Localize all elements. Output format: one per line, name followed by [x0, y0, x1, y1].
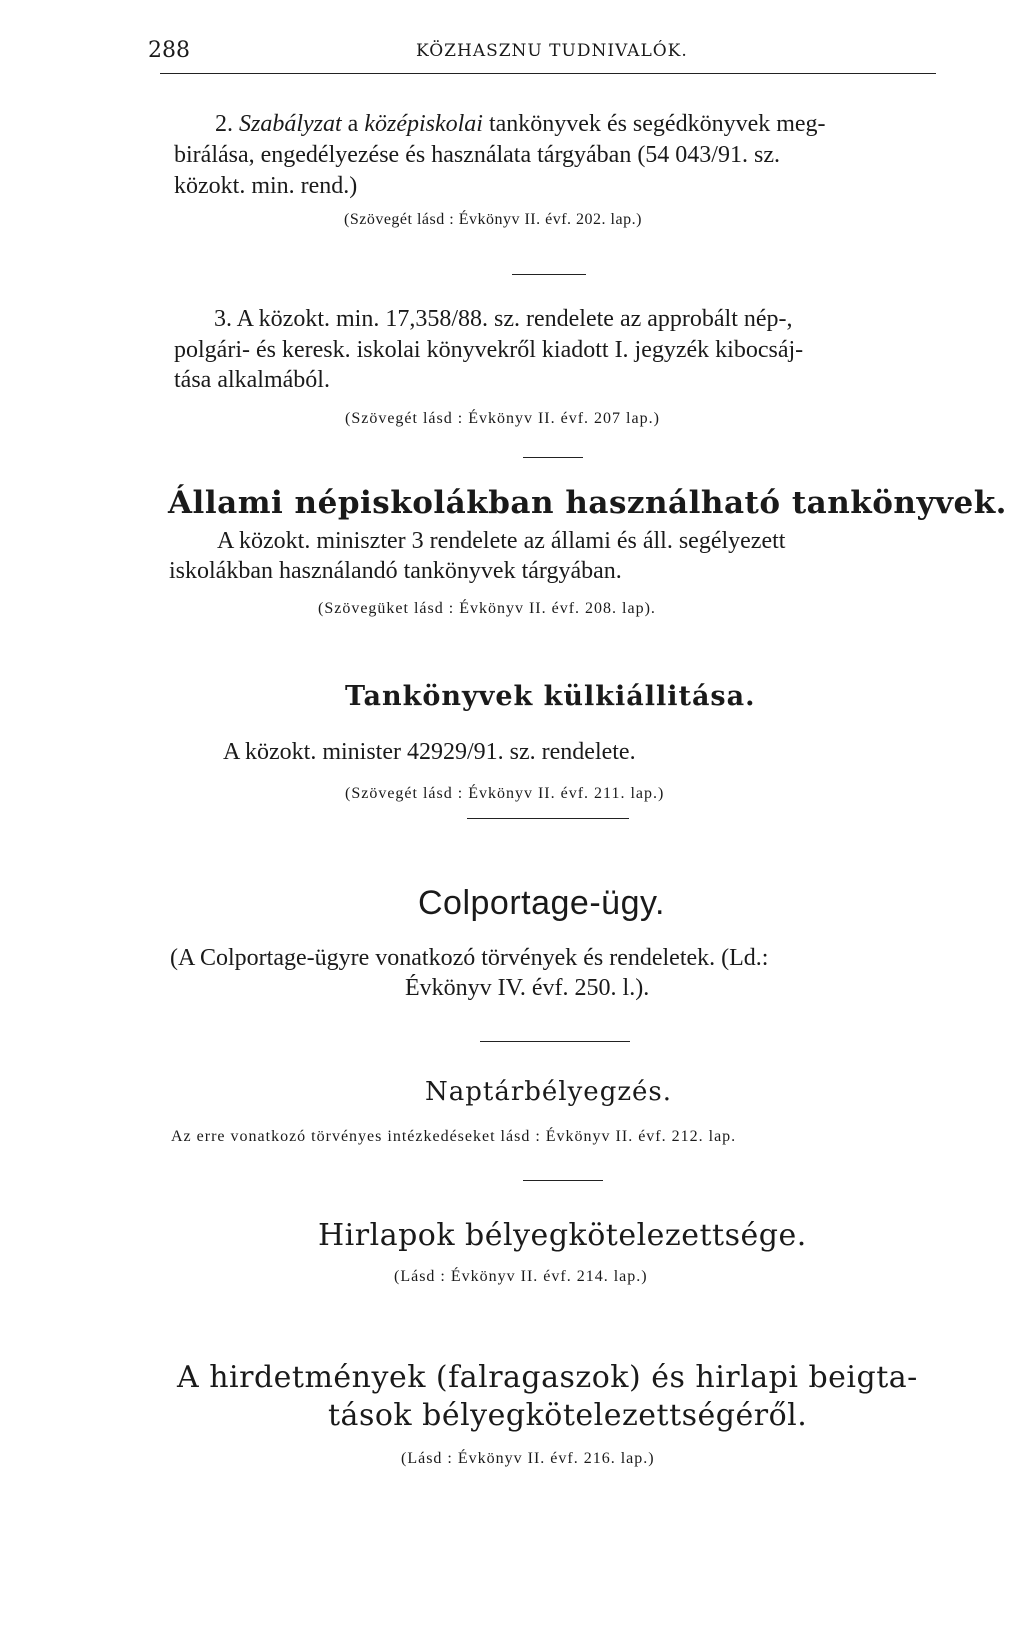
- item2-italic-title: Szabályzat: [239, 111, 342, 137]
- state-schools-reference: (Szövegüket lásd : Évkönyv II. évf. 208. lap).: [318, 600, 656, 617]
- item3-reference: (Szövegét lásd : Évkönyv II. évf. 207 lap.): [345, 410, 660, 427]
- colportage-line1: (A Colportage-ügyre vonatkozó törvények és rendeletek. (Ld.:: [170, 945, 769, 971]
- item3-line3: tása alkalmából.: [174, 367, 330, 393]
- item2-line1-rest: tankönyvek és segédkönyvek meg-: [488, 111, 826, 137]
- section-heading-colportage: Colportage-ügy.: [418, 884, 665, 922]
- section-heading-state-schools: Állami népiskolákban használható tankönyvek.: [168, 485, 1007, 521]
- page-number: 288: [148, 38, 190, 63]
- item2-line3: közokt. min. rend.): [174, 173, 358, 199]
- textbook-exhibition-line1: A közokt. minister 42929/91. sz. rendelete.: [223, 739, 636, 765]
- state-schools-line1: A közokt. miniszter 3 rendelete az állami és áll. segélyezett: [217, 528, 786, 554]
- section-heading-textbook-exhibition: Tankönyvek külkiállitása.: [345, 681, 756, 712]
- item2-article: a: [347, 111, 359, 137]
- separator-rule: [512, 274, 586, 275]
- state-schools-line2: iskolákban használandó tankönyvek tárgyában.: [169, 558, 622, 584]
- section-heading-advertisements-line1: A hirdetmények (falragaszok) és hirlapi beigta-: [177, 1360, 918, 1395]
- section-heading-advertisements-line2: tások bélyegkötelezettségéről.: [328, 1398, 808, 1433]
- separator-rule: [523, 1180, 603, 1181]
- item3-line1: 3. A közokt. min. 17,358/88. sz. rendelete az approbált nép-,: [214, 306, 793, 332]
- item2-italic-secondary: középiskolai: [364, 111, 483, 137]
- item2-reference: (Szövegét lásd : Évkönyv II. évf. 202. lap.): [344, 211, 642, 228]
- header-rule: [160, 73, 936, 74]
- running-title: KÖZHASZNU TUDNIVALÓK.: [416, 41, 688, 61]
- section-heading-newspaper-stamp: Hirlapok bélyegkötelezettsége.: [318, 1218, 807, 1253]
- textbook-exhibition-reference: (Szövegét lásd : Évkönyv II. évf. 211. lap.): [345, 785, 665, 802]
- advertisements-reference: (Lásd : Évkönyv II. évf. 216. lap.): [401, 1450, 655, 1467]
- item2-line2: birálása, engedélyezése és használata tárgyában (54 043/91. sz.: [174, 142, 780, 168]
- item2-line1: [215, 111, 826, 138]
- separator-rule: [480, 1041, 630, 1042]
- separator-rule: [467, 818, 629, 819]
- separator-rule: [523, 457, 583, 458]
- calendar-stamp-line1: Az erre vonatkozó törvényes intézkedéseket lásd : Évkönyv II. évf. 212. lap.: [171, 1128, 737, 1145]
- item3-line2: polgári- és keresk. iskolai könyvekről kiadott I. jegyzék kibocsáj-: [174, 337, 804, 363]
- section-heading-calendar-stamp: Naptárbélyegzés.: [425, 1077, 673, 1107]
- colportage-line2: Évkönyv IV. évf. 250. l.).: [405, 975, 650, 1001]
- newspaper-stamp-reference: (Lásd : Évkönyv II. évf. 214. lap.): [394, 1268, 648, 1285]
- item2-number: 2.: [215, 111, 233, 137]
